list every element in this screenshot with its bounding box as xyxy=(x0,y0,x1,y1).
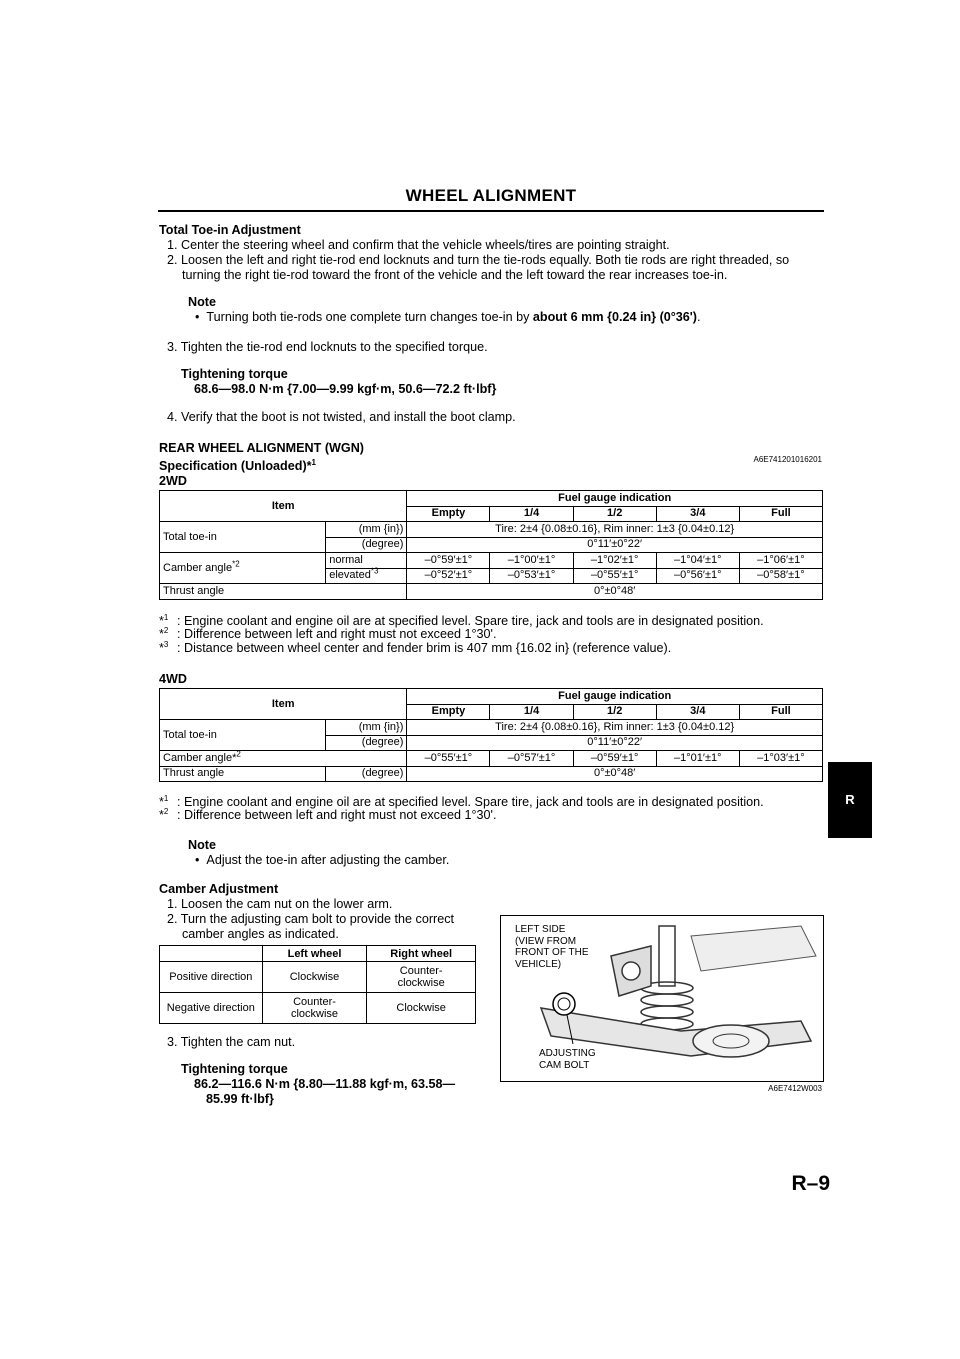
value-toe-mm: Tire: 2±4 {0.08±0.16}, Rim inner: 1±3 {0.04±0.12} xyxy=(407,720,823,736)
camber-direction-table xyxy=(159,945,476,1024)
section-tab: R xyxy=(828,762,872,838)
note2 xyxy=(195,853,449,868)
elevated-text: elevated xyxy=(329,569,371,582)
footnote-text: : Difference between left and right must not exceed 1°30'. xyxy=(177,627,497,641)
page-header-title: WHEEL ALIGNMENT xyxy=(405,186,577,205)
footnote-4wd-1: *$^1$ : Engine coolant and engine oil are at specified level. Spare tire, jack and tools are in designated position. xyxy=(159,793,764,809)
camber-elevated-label xyxy=(326,568,407,584)
toe-torque-value: 68.6—98.0 N·m {7.00—9.99 kgf·m, 50.6—72.2 ft·lbf} xyxy=(194,382,497,396)
header-item: Item xyxy=(160,689,407,720)
suspension-illustration xyxy=(500,915,824,1082)
row-total-toe: Total toe-in xyxy=(160,522,326,553)
value-toe-degree: 0°11′±0°22′ xyxy=(407,735,823,751)
col-quarter: 1/4 xyxy=(490,704,573,720)
spec-table-2wd xyxy=(159,490,823,600)
col-three-quarter: 3/4 xyxy=(656,506,739,522)
value-thrust: 0°±0°48′ xyxy=(407,584,823,600)
col-full: Full xyxy=(739,506,822,522)
footnote-mark: 1 xyxy=(163,793,169,803)
camber-value: –0°57′±1° xyxy=(490,751,573,767)
col-three-quarter: 3/4 xyxy=(656,704,739,720)
view-label-line: (VIEW FROM xyxy=(515,935,577,947)
footnote-text: : Engine coolant and engine oil are at specified level. Spare tire, jack and tools are in designated position. xyxy=(177,614,764,628)
unit-degree: (degree) xyxy=(326,537,407,553)
corner-cell xyxy=(160,946,263,962)
camber-elevated-value: –0°58′±1° xyxy=(739,568,822,584)
camber-normal-value: –0°59′±1° xyxy=(407,553,490,569)
negative-left-l2: clockwise xyxy=(290,1008,339,1020)
camber-value: –1°03′±1° xyxy=(739,751,822,767)
twd-label: 2WD xyxy=(159,474,187,488)
negative-right: Clockwise xyxy=(367,993,476,1024)
footnote-4wd-2: *$^2$ : Difference between left and right must not exceed 1°30'. xyxy=(159,806,497,822)
cam-bolt-label xyxy=(539,1048,596,1071)
camber-normal-value: –1°06′±1° xyxy=(739,553,822,569)
camber-elevated-value: –0°55′±1° xyxy=(573,568,656,584)
note2-label: Note xyxy=(188,838,216,852)
illustration-code: A6E7412W003 xyxy=(768,1084,822,1093)
row-camber xyxy=(160,553,326,584)
unit-degree: (degree) xyxy=(326,735,407,751)
row-negative: Negative direction xyxy=(160,993,263,1024)
camber-step-1: 1. Loosen the cam nut on the lower arm. xyxy=(167,897,393,911)
cam-bolt-line: CAM BOLT xyxy=(539,1059,590,1071)
negative-left xyxy=(262,993,367,1024)
col-empty: Empty xyxy=(407,506,490,522)
value-toe-degree: 0°11′±0°22′ xyxy=(407,537,823,553)
unit-mm: (mm {in}) xyxy=(326,522,407,538)
toe-step-4: 4. Verify that the boot is not twisted, and install the boot clamp. xyxy=(167,410,516,424)
camber-adjustment-title: Camber Adjustment xyxy=(159,882,279,896)
header-right-wheel: Right wheel xyxy=(367,946,476,962)
toe-adjustment-title: Total Toe-in Adjustment xyxy=(159,223,301,237)
camber-elevated-value: –0°53′±1° xyxy=(490,568,573,584)
negative-left-l1: Counter- xyxy=(293,996,336,1008)
toe-note-end: . xyxy=(697,310,701,324)
camber-sup: *2 xyxy=(232,558,240,568)
row-thrust: Thrust angle xyxy=(160,584,407,600)
header-left-wheel: Left wheel xyxy=(262,946,367,962)
row-total-toe: Total toe-in xyxy=(160,720,326,751)
spec-label-text: Specification (Unloaded)* xyxy=(159,459,312,473)
unit-mm: (mm {in}) xyxy=(326,720,407,736)
footnote-mark: 2 xyxy=(163,625,169,635)
camber-torque-line2: 85.99 ft·lbf} xyxy=(206,1092,274,1106)
camber-normal-value: –1°00′±1° xyxy=(490,553,573,569)
footnote-text: : Distance between wheel center and fender brim is 407 mm {16.02 in} (reference value). xyxy=(177,641,672,655)
bullet-icon: • xyxy=(195,853,200,867)
camber-normal-value: –1°04′±1° xyxy=(656,553,739,569)
view-label-line: LEFT SIDE xyxy=(515,924,566,935)
toe-torque-label: Tightening torque xyxy=(181,367,288,381)
unit-degree: (degree) xyxy=(326,766,407,782)
camber-sup: 2 xyxy=(236,749,241,759)
row-thrust: Thrust angle xyxy=(160,766,326,782)
toe-note-label: Note xyxy=(188,295,216,309)
spec-label xyxy=(159,459,316,473)
cam-bolt-line: ADJUSTING xyxy=(539,1048,596,1059)
illustration-view-label xyxy=(515,924,589,970)
col-empty: Empty xyxy=(407,704,490,720)
row-camber xyxy=(160,751,407,767)
toe-step-3: 3. Tighten the tie-rod end locknuts to the specified torque. xyxy=(167,340,488,354)
spec-table-4wd xyxy=(159,688,823,782)
spec-label-sup: 1 xyxy=(311,457,316,467)
camber-label: Camber angle xyxy=(163,561,233,574)
toe-step-1: 1. Center the steering wheel and confirm that the vehicle wheels/tires are pointing straight. xyxy=(167,238,670,252)
toe-note-bold: about 6 mm {0.24 in} (0°36') xyxy=(532,310,697,324)
header-rule xyxy=(158,210,824,212)
positive-right-l1: Counter- xyxy=(399,965,443,977)
page-number: R–9 xyxy=(791,1172,830,1195)
camber-torque-label: Tightening torque xyxy=(181,1062,288,1076)
col-quarter: 1/4 xyxy=(490,506,573,522)
footnote-mark: 1 xyxy=(163,612,169,622)
toe-step-2-line1: 2. Loosen the left and right tie-rod end locknuts and turn the tie-rods equally. Both tie rods are right threaded, so xyxy=(167,253,790,267)
rear-alignment-code: A6E741201016201 xyxy=(753,455,822,464)
positive-right xyxy=(367,962,476,993)
footnote-mark: 2 xyxy=(163,806,169,816)
camber-step-3: 3. Tighten the cam nut. xyxy=(167,1035,296,1049)
header-fuel-gauge: Fuel gauge indication xyxy=(407,491,823,507)
toe-note xyxy=(195,310,701,325)
camber-elevated-value: –0°56′±1° xyxy=(656,568,739,584)
footnote-2wd-2: *$^2$ : Difference between left and right must not exceed 1°30'. xyxy=(159,625,497,641)
footnote-mark: 3 xyxy=(163,639,169,649)
header-fuel-gauge: Fuel gauge indication xyxy=(407,689,823,705)
camber-step-2-line1: 2. Turn the adjusting cam bolt to provide the correct xyxy=(167,912,455,926)
value-thrust: 0°±0°48′ xyxy=(407,766,823,782)
camber-torque-line1: 86.2—116.6 N·m {8.80—11.88 kgf·m, 63.58— xyxy=(194,1077,456,1091)
view-label-line: FRONT OF THE xyxy=(515,947,589,958)
camber-value: –0°55′±1° xyxy=(407,751,490,767)
col-half: 1/2 xyxy=(573,506,656,522)
col-full: Full xyxy=(739,704,822,720)
footnote-text: : Engine coolant and engine oil are at specified level. Spare tire, jack and tools are in designated position. xyxy=(177,795,764,809)
camber-normal-label: normal xyxy=(326,553,407,569)
note2-text: Adjust the toe-in after adjusting the camber. xyxy=(206,853,450,867)
rear-alignment-title: REAR WHEEL ALIGNMENT (WGN) xyxy=(159,441,364,455)
row-positive: Positive direction xyxy=(160,962,263,993)
fwd-label: 4WD xyxy=(159,672,187,686)
value-toe-mm: Tire: 2±4 {0.08±0.16}, Rim inner: 1±3 {0.04±0.12} xyxy=(407,522,823,538)
camber-value: –0°59′±1° xyxy=(573,751,656,767)
footnote-2wd-1: *$^1$ : Engine coolant and engine oil are at specified level. Spare tire, jack and tools are in designated position. xyxy=(159,612,764,628)
camber-elevated-value: –0°52′±1° xyxy=(407,568,490,584)
camber-label: Camber angle* xyxy=(163,751,237,764)
bullet-icon: • xyxy=(195,310,200,324)
toe-step-2-line2: turning the right tie-rod toward the front of the vehicle and the left toward the rear increases toe-in. xyxy=(182,268,728,282)
camber-value: –1°01′±1° xyxy=(656,751,739,767)
camber-step-2-line2: camber angles as indicated. xyxy=(182,927,339,941)
header-item: Item xyxy=(160,491,407,522)
toe-note-text: Turning both tie-rods one complete turn changes toe-in by xyxy=(206,310,533,324)
elevated-sup: *3 xyxy=(370,566,379,576)
camber-normal-value: –1°02′±1° xyxy=(573,553,656,569)
footnote-2wd-3: *$^3$ : Distance between wheel center and fender brim is 407 mm {16.02 in} (reference value). xyxy=(159,639,672,655)
positive-left: Clockwise xyxy=(262,962,367,993)
footnote-text: : Difference between left and right must not exceed 1°30'. xyxy=(177,808,497,822)
positive-right-l2: clockwise xyxy=(397,977,445,989)
col-half: 1/2 xyxy=(573,704,656,720)
view-label-line: VEHICLE) xyxy=(515,958,562,970)
